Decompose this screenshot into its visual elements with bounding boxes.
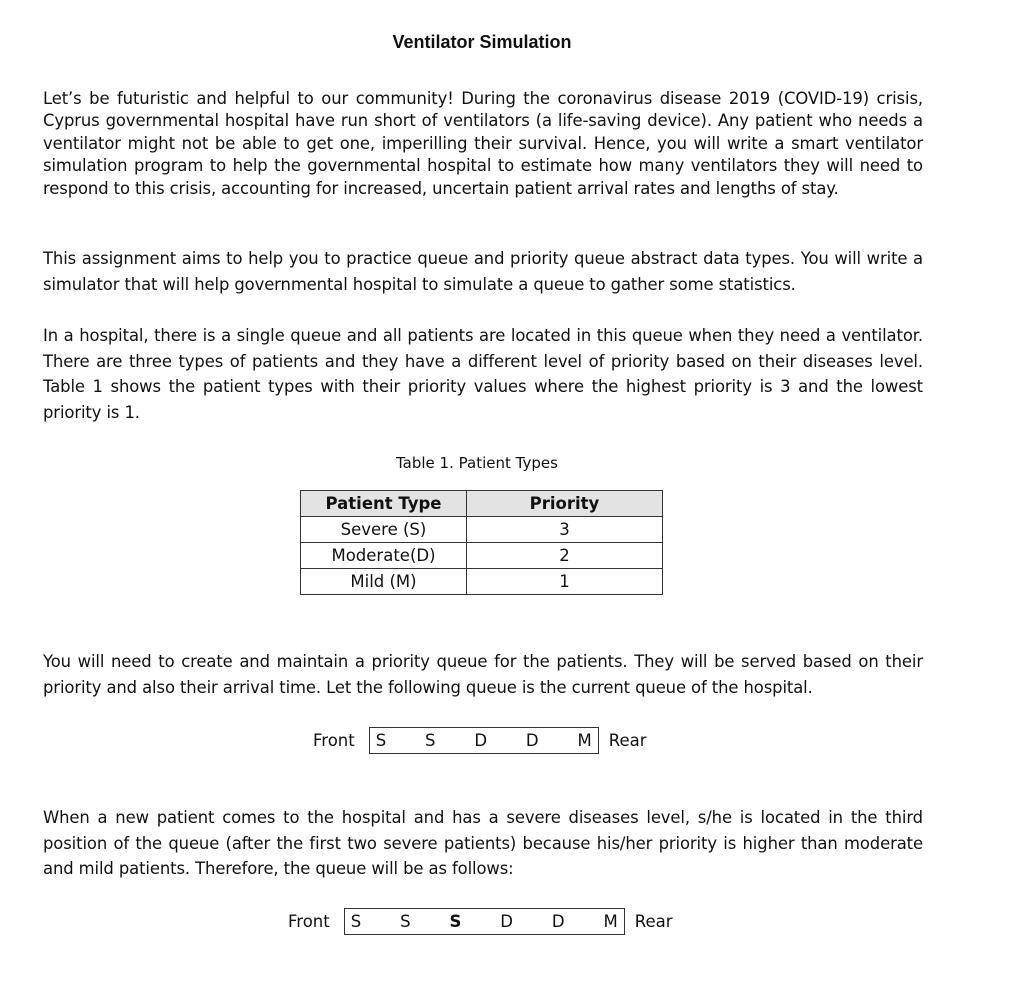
page-title: Ventilator Simulation	[392, 32, 572, 52]
patient-types-table	[300, 490, 663, 595]
table-row	[301, 517, 663, 543]
patient-type-cell: Moderate(D)	[301, 543, 467, 569]
queue-item: S	[400, 912, 411, 931]
queue-front-label: Front	[288, 912, 330, 931]
queue-front-label: Front	[313, 731, 355, 750]
queue-item: S	[425, 731, 436, 750]
queue-item: D	[551, 912, 565, 931]
queue-rear-label: Rear	[634, 912, 673, 931]
table-row	[301, 569, 663, 595]
column-header-priority: Priority	[467, 491, 663, 517]
queue-box	[344, 908, 625, 935]
queue-box	[369, 727, 599, 754]
queue-item: M	[603, 912, 618, 931]
patient-type-cell: Severe (S)	[301, 517, 467, 543]
table-row	[301, 543, 663, 569]
queue-rear-label: Rear	[608, 731, 647, 750]
priority-cell: 2	[467, 543, 663, 569]
table-caption: Table 1. Patient Types	[396, 454, 558, 472]
priority-cell: 3	[467, 517, 663, 543]
priority-queue-paragraph: You will need to create and maintain a priority queue for the patients. They will be served based on their priority and also their arrival time. Let the following queue is the current queue of the hospital.	[43, 652, 923, 697]
column-header-patient-type: Patient Type	[301, 491, 467, 517]
patient-type-cell: Mild (M)	[301, 569, 467, 595]
table-header-row	[301, 491, 663, 517]
current-queue-diagram	[313, 727, 647, 754]
queue-item-new-patient: S	[449, 912, 462, 931]
hospital-queue-paragraph: In a hospital, there is a single queue and all patients are located in this queue when they need a ventilator. There are three types of patients and they have a different level of priority based on their diseases level. Table 1 shows the patient types with their priority values where the highest priority is 3 and the lowest priority is 1.	[43, 326, 923, 422]
priority-cell: 1	[467, 569, 663, 595]
queue-item: D	[525, 731, 539, 750]
queue-item: D	[500, 912, 513, 931]
queue-item: M	[577, 731, 592, 750]
aim-paragraph: This assignment aims to help you to practice queue and priority queue abstract data types. You will write a simulator that will help governmental hospital to simulate a queue to gather some statistics.	[43, 249, 923, 294]
new-patient-paragraph: When a new patient comes to the hospital and has a severe diseases level, s/he is located in the third position of the queue (after the first two severe patients) because his/her priority is higher than moderate and mild patients. Therefore, the queue will be as follows:	[43, 808, 923, 878]
queue-item: D	[474, 731, 488, 750]
intro-paragraph: Let’s be futuristic and helpful to our community! During the coronavirus disease 2019 (COVID-19) crisis, Cyprus governmental hospital have run short of ventilators (a life-saving device). Any patient who needs a ventilator might not be able to get one, imperilling their survival. Hence, you will write a smart ventilator simulation program to help the governmental hospital to estimate how many ventilators they will need to respond to this crisis, accounting for increased, uncertain patient arrival rates and lengths of stay.	[43, 89, 923, 198]
queue-item: S	[350, 912, 362, 931]
updated-queue-diagram	[288, 908, 673, 935]
queue-item: S	[375, 731, 387, 750]
